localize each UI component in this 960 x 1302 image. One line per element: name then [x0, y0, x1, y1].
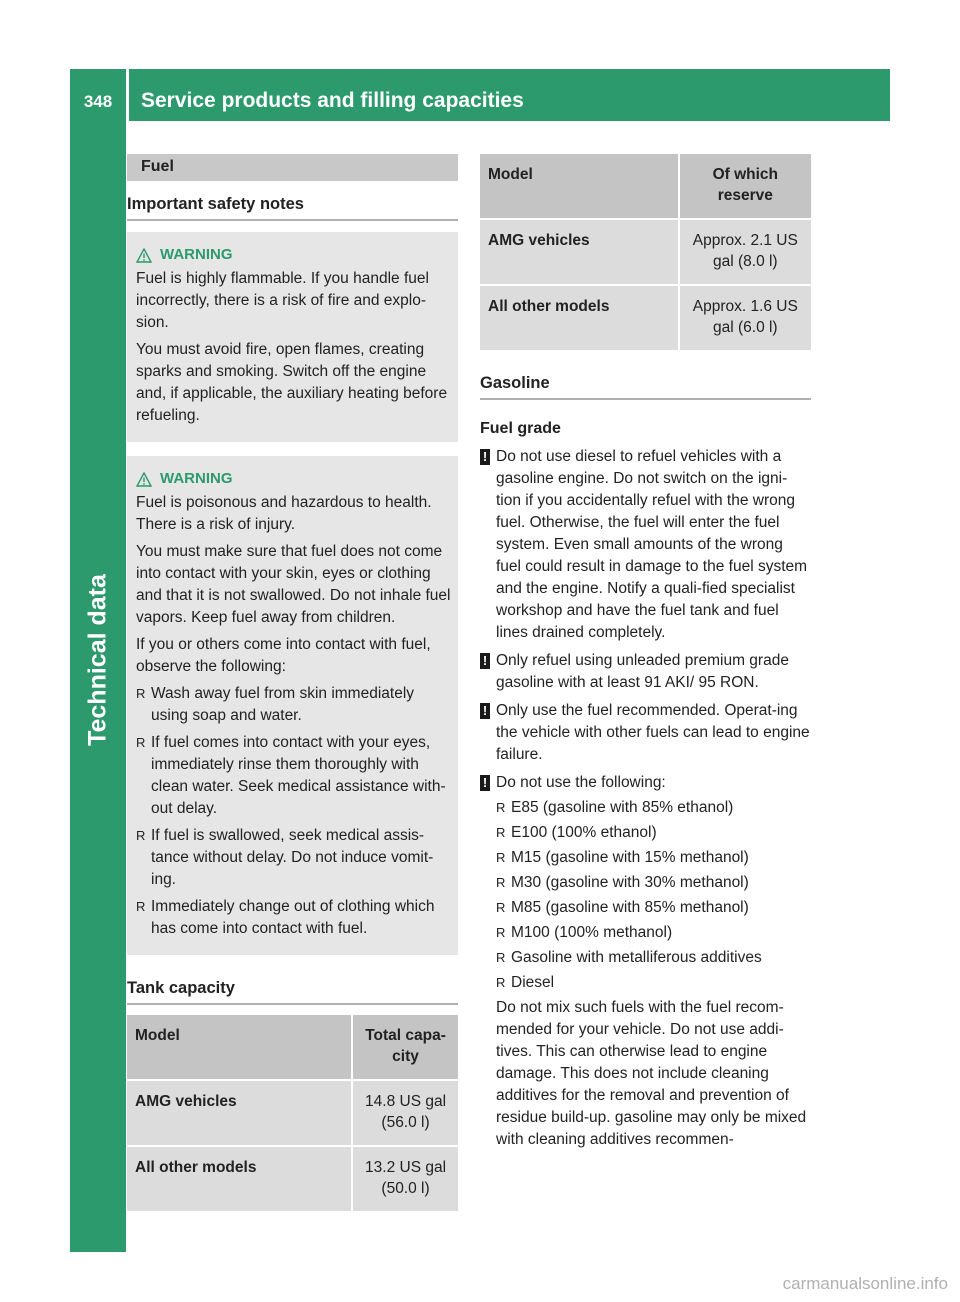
- warning-paragraph: You must make sure that fuel does not come into contact with your skin, eyes or clothing and that it is not swallowed. Do not inhale fuel vapors. Keep fuel away from children.: [136, 543, 451, 626]
- header-divider: [126, 69, 129, 121]
- tank-capacity-table: [127, 1015, 458, 1211]
- list-item: [496, 947, 811, 969]
- column-header-model: Model: [480, 154, 679, 219]
- column-header-value: Of which reserve: [679, 154, 811, 219]
- table-header-row: [127, 1015, 458, 1080]
- list-item: [496, 972, 811, 994]
- caution-note: [480, 772, 811, 1151]
- table-row: [480, 285, 811, 350]
- table-cell-model: AMG vehicles: [480, 219, 679, 285]
- list-item-text: M100 (100% methanol): [511, 924, 673, 941]
- caution-icon: !: [480, 775, 490, 791]
- list-item: [136, 732, 451, 820]
- list-item-text: M15 (gasoline with 15% methanol): [511, 849, 749, 866]
- bullet-icon: R: [136, 686, 146, 701]
- warning-bullet-list: [136, 683, 451, 940]
- warning-box-fire: [127, 232, 458, 442]
- bullet-icon: R: [136, 735, 146, 750]
- safety-heading: Important safety notes: [127, 193, 458, 221]
- list-item-text: If fuel is swallowed, seek medical assis-tance without delay. Do not induce vomit-ing.: [151, 827, 434, 888]
- caution-icon: !: [480, 449, 490, 465]
- bullet-icon: R: [496, 800, 506, 815]
- note-text: Do not use the following:: [496, 774, 666, 791]
- list-item-text: If fuel comes into contact with your eyes, immediately rinse them thoroughly with clean water. Seek medical assistance with-out delay.: [151, 734, 446, 817]
- list-item: [496, 897, 811, 919]
- gasoline-heading: Gasoline: [480, 372, 811, 400]
- bullet-icon: R: [496, 850, 506, 865]
- caution-note: [480, 650, 811, 694]
- bullet-icon: R: [136, 828, 146, 843]
- bullet-icon: R: [136, 899, 146, 914]
- table-row: [127, 1080, 458, 1146]
- bullet-icon: R: [496, 825, 506, 840]
- list-item: [136, 683, 451, 727]
- table-cell-value: Approx. 2.1 US gal (8.0 l): [679, 219, 811, 285]
- warning-box-poison: [127, 456, 458, 955]
- list-item-text: Immediately change out of clothing which has come into contact with fuel.: [151, 898, 435, 937]
- list-item-text: E100 (100% ethanol): [511, 824, 657, 841]
- reserve-table: [480, 154, 811, 350]
- page-number: 348: [83, 92, 113, 111]
- warning-title-text: WARNING: [160, 470, 233, 487]
- watermark: carmanualsonline.info: [782, 1274, 948, 1293]
- list-item-text: Wash away fuel from skin immediately using soap and water.: [151, 685, 415, 724]
- bullet-icon: R: [496, 975, 506, 990]
- warning-title: [136, 468, 451, 490]
- caution-note: [480, 446, 811, 644]
- tank-capacity-heading: Tank capacity: [127, 977, 458, 1005]
- list-item: [496, 822, 811, 844]
- warning-paragraph: If you or others come into contact with fuel, observe the following:: [136, 636, 431, 675]
- list-item: [496, 797, 811, 819]
- warning-title-text: WARNING: [160, 246, 233, 263]
- side-tab-label: Technical data: [83, 574, 112, 746]
- right-column: [480, 154, 811, 1151]
- bullet-icon: R: [496, 925, 506, 940]
- table-cell-value: 14.8 US gal (56.0 l): [352, 1080, 458, 1146]
- warning-title: [136, 244, 451, 266]
- table-cell-value: 13.2 US gal (50.0 l): [352, 1146, 458, 1211]
- warning-paragraph: Fuel is highly flammable. If you handle fuel incorrectly, there is a risk of fire and explo-sion.: [136, 270, 429, 331]
- list-item-text: M85 (gasoline with 85% methanol): [511, 899, 749, 916]
- list-item: [136, 825, 451, 891]
- note-text: Only refuel using unleaded premium grade gasoline with at least 91 AKI/ 95 RON.: [496, 652, 789, 691]
- warning-paragraph: Fuel is poisonous and hazardous to health. There is a risk of injury.: [136, 494, 432, 533]
- list-item-text: Gasoline with metalliferous additives: [511, 949, 762, 966]
- bullet-icon: R: [496, 950, 506, 965]
- list-item: [496, 872, 811, 894]
- list-item: [496, 922, 811, 944]
- fuel-grade-heading: Fuel grade: [480, 420, 561, 437]
- table-cell-model: All other models: [127, 1146, 352, 1211]
- warning-paragraph: You must avoid fire, open flames, creating sparks and smoking. Switch off the engine and, if applicable, the auxiliary heating before refueling.: [136, 341, 448, 424]
- list-item-text: M30 (gasoline with 30% methanol): [511, 874, 749, 891]
- left-column: [127, 154, 458, 1211]
- list-item-text: Diesel: [511, 974, 555, 991]
- list-item: [136, 896, 451, 940]
- column-header-model: Model: [127, 1015, 352, 1080]
- table-cell-model: AMG vehicles: [127, 1080, 352, 1146]
- column-header-value: Total capa-city: [352, 1015, 458, 1080]
- list-item-text: E85 (gasoline with 85% ethanol): [511, 799, 734, 816]
- side-tab-marker: [70, 1197, 126, 1252]
- note-text: Do not use diesel to refuel vehicles with a gasoline engine. Do not switch on the igni-tion if you accidentally refuel with the wrong fuel. Otherwise, the fuel will enter the fuel system. Even small amounts of the wrong fuel could result in damage to the fuel system and the engine. Notify a quali-fied specialist workshop and have the fuel tank and fuel lines drained completely.: [496, 448, 808, 641]
- table-header-row: [480, 154, 811, 219]
- warning-triangle-icon: [136, 248, 152, 263]
- caution-icon: !: [480, 653, 490, 669]
- caution-note: [480, 700, 811, 766]
- table-cell-model: All other models: [480, 285, 679, 350]
- list-item: [496, 847, 811, 869]
- bullet-icon: R: [496, 900, 506, 915]
- table-cell-value: Approx. 1.6 US gal (6.0 l): [679, 285, 811, 350]
- bullet-icon: R: [496, 875, 506, 890]
- section-title: Fuel: [127, 154, 458, 181]
- page-title: Service products and filling capacities: [141, 89, 524, 112]
- fuel-bullet-list: [496, 797, 811, 994]
- caution-icon: !: [480, 703, 490, 719]
- warning-triangle-icon: [136, 472, 152, 487]
- table-row: [480, 219, 811, 285]
- note-text: Do not mix such fuels with the fuel recom-mended for your vehicle. Do not use addi-tives. This can otherwise lead to engine damage. This does not include cleaning additives for the removal and prevention of residue build-up. gasoline may only be mixed with cleaning additives recommen-: [496, 999, 807, 1148]
- table-row: [127, 1146, 458, 1211]
- note-text: Only use the fuel recommended. Operat-ing the vehicle with other fuels can lead to engine failure.: [496, 702, 810, 763]
